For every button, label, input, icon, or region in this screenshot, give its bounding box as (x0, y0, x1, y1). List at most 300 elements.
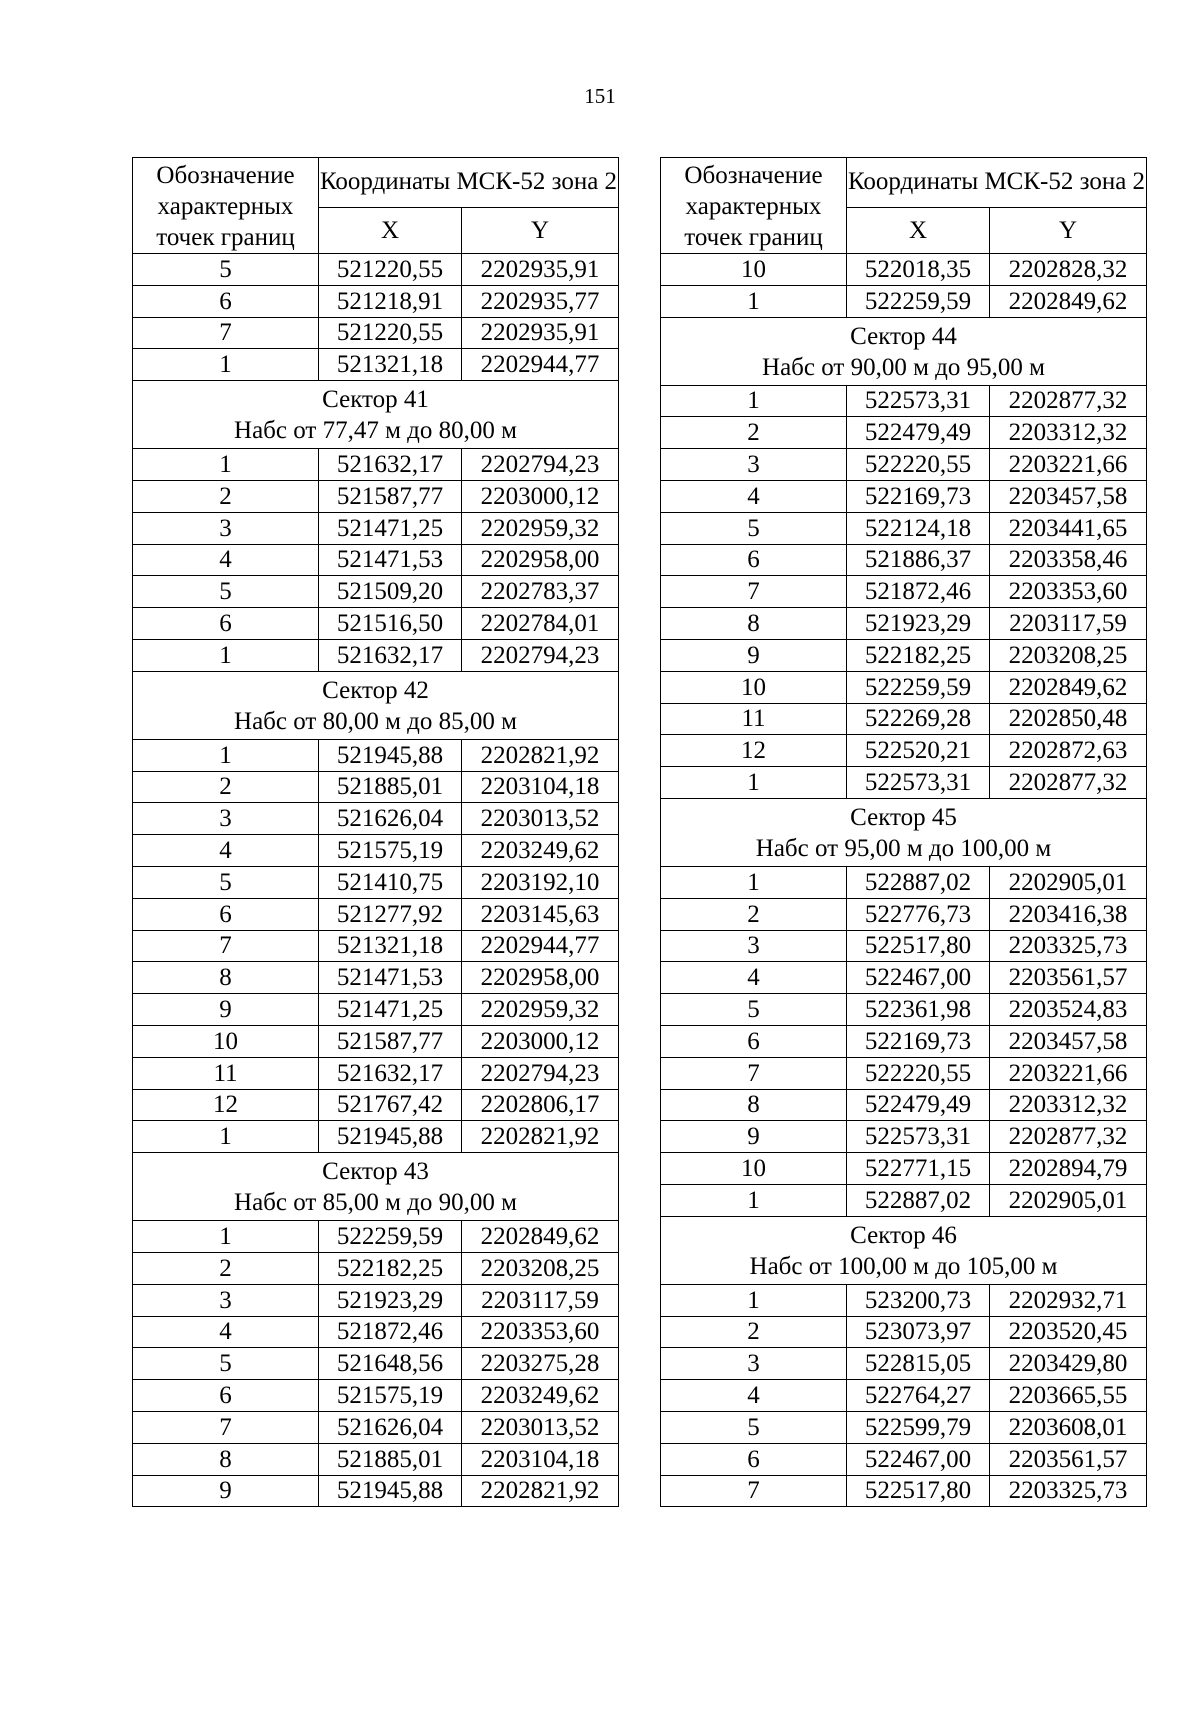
point-number-cell: 12 (133, 1089, 319, 1121)
y-coordinate-cell: 2203524,83 (990, 994, 1147, 1026)
sector-height-range: Набс от 100,00 м до 105,00 м (749, 1252, 1058, 1280)
point-number-cell: 6 (661, 544, 847, 576)
y-coordinate-cell: 2202877,32 (990, 1121, 1147, 1153)
x-coordinate-cell: 521626,04 (319, 1411, 462, 1443)
x-coordinate-cell: 522517,80 (847, 930, 990, 962)
header-coordinates: Координаты МСК-52 зона 2 (847, 158, 1147, 208)
y-coordinate-cell: 2203117,59 (990, 608, 1147, 640)
point-number-cell: 3 (661, 449, 847, 481)
x-coordinate-cell: 521886,37 (847, 544, 990, 576)
y-coordinate-cell: 2202958,00 (462, 544, 619, 576)
y-coordinate-cell: 2203353,60 (462, 1316, 619, 1348)
point-number-cell: 1 (133, 639, 319, 671)
table-row (133, 285, 619, 317)
sector-height-range: Набс от 77,47 м до 80,00 м (234, 417, 517, 445)
point-number-cell: 9 (661, 639, 847, 671)
table-row (661, 576, 1147, 608)
y-coordinate-cell: 2203312,32 (990, 1089, 1147, 1121)
x-coordinate-cell: 522467,00 (847, 1443, 990, 1475)
y-coordinate-cell: 2203353,60 (990, 576, 1147, 608)
table-row (661, 1057, 1147, 1089)
y-coordinate-cell: 2202944,77 (462, 930, 619, 962)
y-coordinate-cell: 2202794,23 (462, 1057, 619, 1089)
table-row (133, 803, 619, 835)
y-coordinate-cell: 2203104,18 (462, 771, 619, 803)
sector-title: Сектор 44 (850, 322, 957, 350)
y-coordinate-cell: 2202849,62 (990, 671, 1147, 703)
x-coordinate-cell: 522573,31 (847, 385, 990, 417)
point-number-cell: 5 (133, 576, 319, 608)
x-coordinate-cell: 522517,80 (847, 1475, 990, 1507)
y-coordinate-cell: 2202877,32 (990, 767, 1147, 799)
table-row (133, 1348, 619, 1380)
header-point-code: Обозначение характерных точек границ (661, 158, 847, 254)
point-number-cell: 3 (661, 930, 847, 962)
table-row (661, 1284, 1147, 1316)
point-number-cell: 3 (133, 803, 319, 835)
table-row (133, 449, 619, 481)
x-coordinate-cell: 522887,02 (847, 866, 990, 898)
sector-title: Сектор 41 (322, 386, 429, 414)
x-coordinate-cell: 521471,53 (319, 544, 462, 576)
x-coordinate-cell: 521471,53 (319, 962, 462, 994)
table-row (133, 1411, 619, 1443)
y-coordinate-cell: 2202958,00 (462, 962, 619, 994)
point-number-cell: 3 (133, 1284, 319, 1316)
sector-title: Сектор 45 (850, 803, 957, 831)
header-point-code: Обозначение характерных точек границ (133, 158, 319, 254)
x-coordinate-cell: 521321,18 (319, 930, 462, 962)
sector-title: Сектор 46 (850, 1221, 957, 1249)
x-coordinate-cell: 521945,88 (319, 739, 462, 771)
y-coordinate-cell: 2203312,32 (990, 417, 1147, 449)
y-coordinate-cell: 2203208,25 (462, 1252, 619, 1284)
table-row (133, 1316, 619, 1348)
table-row (133, 1221, 619, 1253)
table-row (133, 1025, 619, 1057)
table-row (133, 349, 619, 381)
point-number-cell: 3 (661, 1348, 847, 1380)
table-row (133, 1284, 619, 1316)
table-row (133, 771, 619, 803)
point-number-cell: 1 (133, 1221, 319, 1253)
x-coordinate-cell: 522124,18 (847, 512, 990, 544)
table-row (661, 1153, 1147, 1185)
y-coordinate-cell: 2203520,45 (990, 1316, 1147, 1348)
table-row (661, 671, 1147, 703)
x-coordinate-cell: 521632,17 (319, 1057, 462, 1089)
y-coordinate-cell: 2202905,01 (990, 866, 1147, 898)
x-coordinate-cell: 521471,25 (319, 512, 462, 544)
header-x: X (847, 207, 990, 254)
x-coordinate-cell: 521410,75 (319, 866, 462, 898)
x-coordinate-cell: 521648,56 (319, 1348, 462, 1380)
point-number-cell: 6 (133, 898, 319, 930)
point-number-cell: 1 (661, 866, 847, 898)
x-coordinate-cell: 522573,31 (847, 767, 990, 799)
table-row (661, 285, 1147, 317)
x-coordinate-cell: 521277,92 (319, 898, 462, 930)
x-coordinate-cell: 522361,98 (847, 994, 990, 1026)
x-coordinate-cell: 521632,17 (319, 639, 462, 671)
table-row (133, 1380, 619, 1412)
x-coordinate-cell: 522599,79 (847, 1411, 990, 1443)
x-coordinate-cell: 521885,01 (319, 771, 462, 803)
x-coordinate-cell: 522182,25 (319, 1252, 462, 1284)
y-coordinate-cell: 2203608,01 (990, 1411, 1147, 1443)
point-number-cell: 11 (133, 1057, 319, 1089)
table-body-left (133, 254, 619, 1507)
table-row (661, 1443, 1147, 1475)
table-row (661, 930, 1147, 962)
point-number-cell: 6 (133, 608, 319, 640)
x-coordinate-cell: 522467,00 (847, 962, 990, 994)
y-coordinate-cell: 2203561,57 (990, 1443, 1147, 1475)
x-coordinate-cell: 521872,46 (319, 1316, 462, 1348)
table-row (133, 1475, 619, 1507)
sector-heading-row (661, 317, 1147, 385)
x-coordinate-cell: 522520,21 (847, 735, 990, 767)
sector-heading (661, 317, 1147, 385)
y-coordinate-cell: 2202806,17 (462, 1089, 619, 1121)
y-coordinate-cell: 2202821,92 (462, 739, 619, 771)
y-coordinate-cell: 2203441,65 (990, 512, 1147, 544)
sector-heading-row (661, 798, 1147, 866)
y-coordinate-cell: 2202872,63 (990, 735, 1147, 767)
x-coordinate-cell: 522259,59 (847, 671, 990, 703)
point-number-cell: 8 (133, 1443, 319, 1475)
point-number-cell: 2 (133, 480, 319, 512)
table-row (133, 866, 619, 898)
x-coordinate-cell: 521516,50 (319, 608, 462, 640)
table-row (133, 962, 619, 994)
table-row (661, 1184, 1147, 1216)
y-coordinate-cell: 2203429,80 (990, 1348, 1147, 1380)
point-number-cell: 6 (133, 285, 319, 317)
sector-height-range: Набс от 95,00 м до 100,00 м (755, 834, 1052, 862)
x-coordinate-cell: 521923,29 (319, 1284, 462, 1316)
x-coordinate-cell: 521626,04 (319, 803, 462, 835)
x-coordinate-cell: 521220,55 (319, 317, 462, 349)
y-coordinate-cell: 2202959,32 (462, 994, 619, 1026)
y-coordinate-cell: 2202877,32 (990, 385, 1147, 417)
x-coordinate-cell: 522259,59 (847, 285, 990, 317)
coordinates-table-left (132, 157, 619, 1507)
point-number-cell: 5 (661, 1411, 847, 1443)
y-coordinate-cell: 2202935,91 (462, 254, 619, 286)
point-number-cell: 5 (133, 254, 319, 286)
x-coordinate-cell: 523200,73 (847, 1284, 990, 1316)
point-number-cell: 4 (661, 962, 847, 994)
x-coordinate-cell: 521575,19 (319, 1380, 462, 1412)
x-coordinate-cell: 521945,88 (319, 1121, 462, 1153)
x-coordinate-cell: 521923,29 (847, 608, 990, 640)
x-coordinate-cell: 521872,46 (847, 576, 990, 608)
y-coordinate-cell: 2203221,66 (990, 449, 1147, 481)
point-number-cell: 9 (133, 1475, 319, 1507)
coordinates-table-right (660, 157, 1147, 1507)
table-row (661, 254, 1147, 286)
table-row (133, 1443, 619, 1475)
table-row (133, 512, 619, 544)
point-number-cell: 7 (133, 1411, 319, 1443)
table-row (133, 317, 619, 349)
table-row (661, 417, 1147, 449)
x-coordinate-cell: 521509,20 (319, 576, 462, 608)
sector-heading (661, 1216, 1147, 1284)
table-body-right (661, 254, 1147, 1507)
header-y: Y (462, 207, 619, 254)
point-number-cell: 10 (661, 671, 847, 703)
sector-heading-row (133, 671, 619, 739)
point-number-cell: 2 (133, 1252, 319, 1284)
x-coordinate-cell: 522259,59 (319, 1221, 462, 1253)
page-number: 151 (584, 84, 616, 108)
table-row (661, 898, 1147, 930)
point-number-cell: 5 (661, 994, 847, 1026)
sector-heading (133, 381, 619, 449)
x-coordinate-cell: 522776,73 (847, 898, 990, 930)
table-row (661, 512, 1147, 544)
y-coordinate-cell: 2203457,58 (990, 480, 1147, 512)
point-number-cell: 1 (133, 449, 319, 481)
point-number-cell: 3 (133, 512, 319, 544)
point-number-cell: 10 (661, 1153, 847, 1185)
y-coordinate-cell: 2203275,28 (462, 1348, 619, 1380)
point-number-cell: 10 (133, 1025, 319, 1057)
x-coordinate-cell: 522018,35 (847, 254, 990, 286)
header-x: X (319, 207, 462, 254)
table-row (661, 1411, 1147, 1443)
sector-title: Сектор 43 (322, 1158, 429, 1186)
x-coordinate-cell: 522479,49 (847, 417, 990, 449)
x-coordinate-cell: 521945,88 (319, 1475, 462, 1507)
y-coordinate-cell: 2202932,71 (990, 1284, 1147, 1316)
table-row (133, 1252, 619, 1284)
point-number-cell: 4 (661, 1380, 847, 1412)
table-row (133, 1057, 619, 1089)
table-row (661, 544, 1147, 576)
point-number-cell: 1 (661, 1184, 847, 1216)
table-row (133, 1089, 619, 1121)
x-coordinate-cell: 522764,27 (847, 1380, 990, 1412)
x-coordinate-cell: 522269,28 (847, 703, 990, 735)
y-coordinate-cell: 2203104,18 (462, 1443, 619, 1475)
table-row (661, 1089, 1147, 1121)
table-row (133, 544, 619, 576)
y-coordinate-cell: 2202935,91 (462, 317, 619, 349)
x-coordinate-cell: 521885,01 (319, 1443, 462, 1475)
table-row (133, 739, 619, 771)
y-coordinate-cell: 2202821,92 (462, 1475, 619, 1507)
point-number-cell: 1 (661, 1284, 847, 1316)
table-row (661, 1380, 1147, 1412)
y-coordinate-cell: 2202959,32 (462, 512, 619, 544)
y-coordinate-cell: 2203561,57 (990, 962, 1147, 994)
point-number-cell: 1 (133, 349, 319, 381)
table-row (661, 639, 1147, 671)
point-number-cell: 6 (133, 1380, 319, 1412)
point-number-cell: 8 (661, 1089, 847, 1121)
sector-heading (661, 798, 1147, 866)
table-row (661, 703, 1147, 735)
y-coordinate-cell: 2203000,12 (462, 1025, 619, 1057)
y-coordinate-cell: 2203665,55 (990, 1380, 1147, 1412)
table-row (133, 608, 619, 640)
y-coordinate-cell: 2203249,62 (462, 835, 619, 867)
table-row (133, 254, 619, 286)
sector-heading (133, 671, 619, 739)
point-number-cell: 5 (661, 512, 847, 544)
point-number-cell: 4 (661, 480, 847, 512)
y-coordinate-cell: 2202849,62 (990, 285, 1147, 317)
sector-height-range: Набс от 90,00 м до 95,00 м (762, 353, 1045, 381)
x-coordinate-cell: 521767,42 (319, 1089, 462, 1121)
point-number-cell: 2 (133, 771, 319, 803)
point-number-cell: 4 (133, 1316, 319, 1348)
y-coordinate-cell: 2203208,25 (990, 639, 1147, 671)
table-row (133, 930, 619, 962)
x-coordinate-cell: 522479,49 (847, 1089, 990, 1121)
x-coordinate-cell: 522169,73 (847, 1025, 990, 1057)
x-coordinate-cell: 521632,17 (319, 449, 462, 481)
y-coordinate-cell: 2202828,32 (990, 254, 1147, 286)
sector-heading-row (133, 381, 619, 449)
table-row (661, 480, 1147, 512)
table-row (661, 1348, 1147, 1380)
point-number-cell: 1 (133, 739, 319, 771)
point-number-cell: 5 (133, 1348, 319, 1380)
x-coordinate-cell: 522169,73 (847, 480, 990, 512)
table-row (133, 480, 619, 512)
y-coordinate-cell: 2202794,23 (462, 449, 619, 481)
x-coordinate-cell: 521321,18 (319, 349, 462, 381)
point-number-cell: 2 (661, 898, 847, 930)
table-row (661, 385, 1147, 417)
y-coordinate-cell: 2203013,52 (462, 1411, 619, 1443)
point-number-cell: 4 (133, 835, 319, 867)
table-row (661, 1316, 1147, 1348)
point-number-cell: 8 (661, 608, 847, 640)
y-coordinate-cell: 2202850,48 (990, 703, 1147, 735)
point-number-cell: 6 (661, 1025, 847, 1057)
y-coordinate-cell: 2203000,12 (462, 480, 619, 512)
y-coordinate-cell: 2203325,73 (990, 1475, 1147, 1507)
y-coordinate-cell: 2202935,77 (462, 285, 619, 317)
table-row (661, 866, 1147, 898)
point-number-cell: 2 (661, 1316, 847, 1348)
point-number-cell: 7 (661, 1475, 847, 1507)
y-coordinate-cell: 2202894,79 (990, 1153, 1147, 1185)
table-row (133, 1121, 619, 1153)
table-row (661, 767, 1147, 799)
point-number-cell: 2 (661, 417, 847, 449)
table-row (661, 1025, 1147, 1057)
y-coordinate-cell: 2202784,01 (462, 608, 619, 640)
x-coordinate-cell: 521587,77 (319, 480, 462, 512)
table-row (661, 1475, 1147, 1507)
point-number-cell: 5 (133, 866, 319, 898)
x-coordinate-cell: 522220,55 (847, 449, 990, 481)
table-row (661, 735, 1147, 767)
point-number-cell: 7 (133, 930, 319, 962)
x-coordinate-cell: 522887,02 (847, 1184, 990, 1216)
table-row (133, 835, 619, 867)
point-number-cell: 4 (133, 544, 319, 576)
sector-height-range: Набс от 80,00 м до 85,00 м (234, 707, 517, 735)
y-coordinate-cell: 2202821,92 (462, 1121, 619, 1153)
y-coordinate-cell: 2203013,52 (462, 803, 619, 835)
point-number-cell: 1 (661, 767, 847, 799)
table-row (133, 898, 619, 930)
y-coordinate-cell: 2203117,59 (462, 1284, 619, 1316)
point-number-cell: 1 (133, 1121, 319, 1153)
x-coordinate-cell: 522220,55 (847, 1057, 990, 1089)
table-row (133, 994, 619, 1026)
x-coordinate-cell: 521471,25 (319, 994, 462, 1026)
table-row (661, 608, 1147, 640)
y-coordinate-cell: 2203457,58 (990, 1025, 1147, 1057)
point-number-cell: 1 (661, 285, 847, 317)
y-coordinate-cell: 2203145,63 (462, 898, 619, 930)
header-coordinates: Координаты МСК-52 зона 2 (319, 158, 619, 208)
point-number-cell: 6 (661, 1443, 847, 1475)
y-coordinate-cell: 2203416,38 (990, 898, 1147, 930)
point-number-cell: 12 (661, 735, 847, 767)
table-row (661, 962, 1147, 994)
y-coordinate-cell: 2202783,37 (462, 576, 619, 608)
table-row (661, 994, 1147, 1026)
table-row (133, 576, 619, 608)
x-coordinate-cell: 521220,55 (319, 254, 462, 286)
point-number-cell: 8 (133, 962, 319, 994)
point-number-cell: 1 (661, 385, 847, 417)
table-row (133, 639, 619, 671)
x-coordinate-cell: 523073,97 (847, 1316, 990, 1348)
sector-heading-row (661, 1216, 1147, 1284)
point-number-cell: 9 (133, 994, 319, 1026)
header-y: Y (990, 207, 1147, 254)
y-coordinate-cell: 2203249,62 (462, 1380, 619, 1412)
y-coordinate-cell: 2203358,46 (990, 544, 1147, 576)
y-coordinate-cell: 2203221,66 (990, 1057, 1147, 1089)
point-number-cell: 7 (661, 576, 847, 608)
y-coordinate-cell: 2203325,73 (990, 930, 1147, 962)
y-coordinate-cell: 2202794,23 (462, 639, 619, 671)
x-coordinate-cell: 521575,19 (319, 835, 462, 867)
x-coordinate-cell: 522771,15 (847, 1153, 990, 1185)
point-number-cell: 7 (661, 1057, 847, 1089)
x-coordinate-cell: 522182,25 (847, 639, 990, 671)
sector-heading-row (133, 1153, 619, 1221)
y-coordinate-cell: 2202849,62 (462, 1221, 619, 1253)
sector-heading (133, 1153, 619, 1221)
point-number-cell: 7 (133, 317, 319, 349)
point-number-cell: 11 (661, 703, 847, 735)
sector-title: Сектор 42 (322, 676, 429, 704)
point-number-cell: 9 (661, 1121, 847, 1153)
sector-height-range: Набс от 85,00 м до 90,00 м (234, 1189, 517, 1217)
y-coordinate-cell: 2203192,10 (462, 866, 619, 898)
table-row (661, 449, 1147, 481)
point-number-cell: 10 (661, 254, 847, 286)
x-coordinate-cell: 521218,91 (319, 285, 462, 317)
y-coordinate-cell: 2202905,01 (990, 1184, 1147, 1216)
x-coordinate-cell: 521587,77 (319, 1025, 462, 1057)
x-coordinate-cell: 522815,05 (847, 1348, 990, 1380)
x-coordinate-cell: 522573,31 (847, 1121, 990, 1153)
y-coordinate-cell: 2202944,77 (462, 349, 619, 381)
